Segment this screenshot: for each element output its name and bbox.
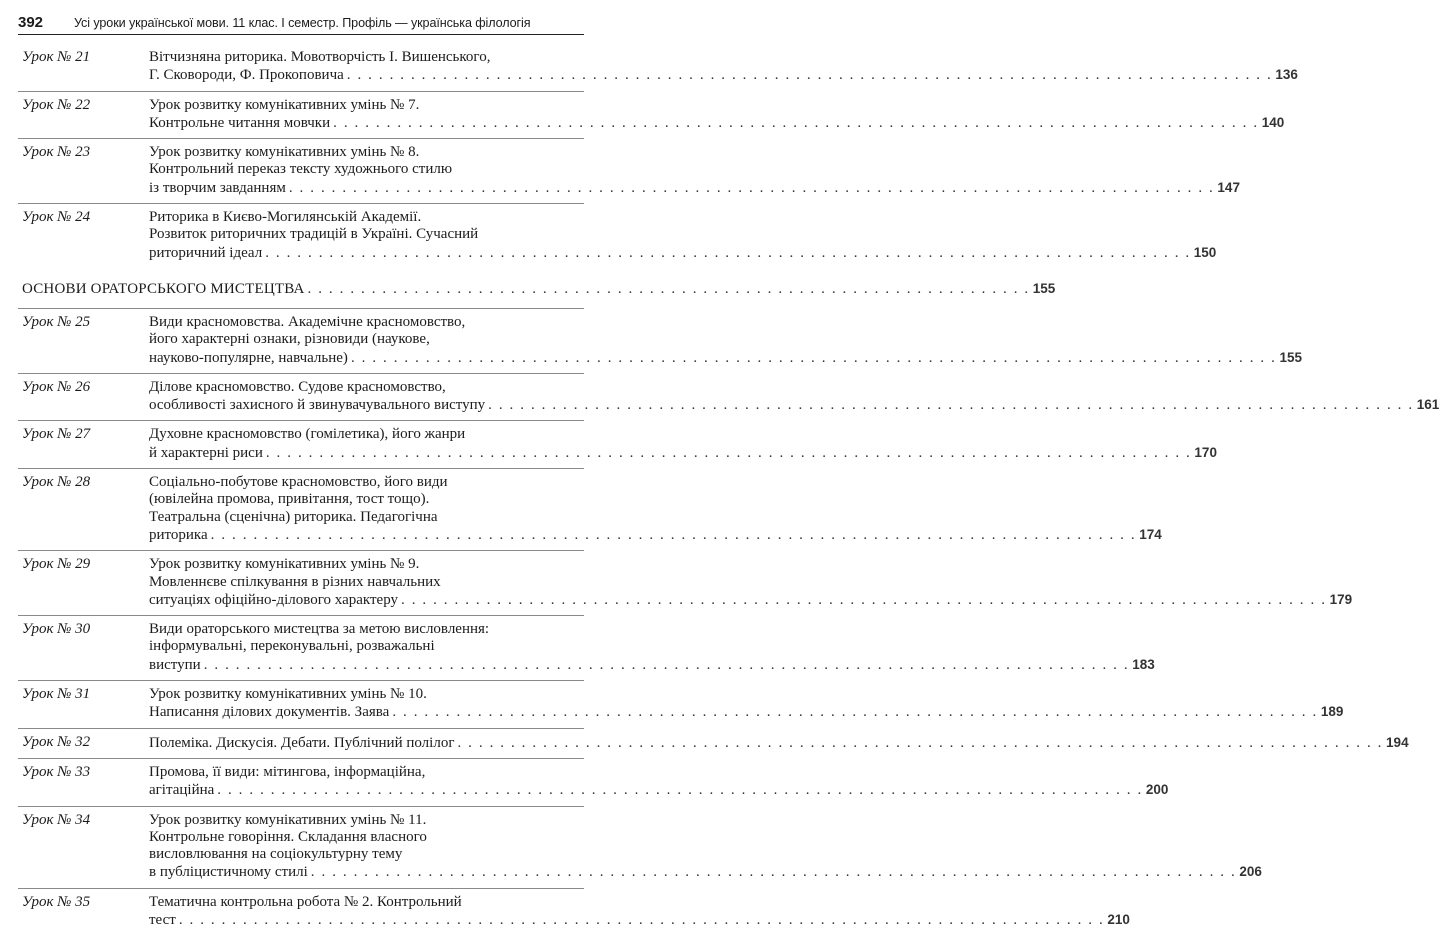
- lesson-label: Урок № 28: [22, 474, 91, 491]
- section-title: ОСНОВИ ОРАТОРСЬКОГО МИСТЕЦТВА: [22, 280, 305, 297]
- title-line: висловлювання на соціокультурну тему: [149, 846, 403, 863]
- title-line: Урок розвитку комунікативних умінь № 7.: [149, 96, 420, 113]
- lesson-title: [149, 474, 1162, 544]
- leader-dots: [211, 527, 1137, 544]
- title-last-line: [149, 703, 1343, 721]
- title-last-line: [149, 591, 1352, 609]
- lesson-title: [149, 97, 1284, 133]
- leader-dots: [266, 445, 1192, 462]
- title-last-line: [149, 244, 1216, 262]
- lesson-title: [149, 49, 1298, 85]
- toc-entry: [18, 729, 1409, 759]
- lesson-label: Урок № 30: [22, 621, 91, 638]
- title-last-line: [149, 114, 1284, 132]
- toc-entry: [18, 759, 1169, 807]
- title-line: Вітчизняна риторика. Мовотворчість І. Вишенського,: [149, 49, 491, 65]
- page-ref: 174: [1139, 526, 1162, 542]
- lesson-title: [149, 812, 1262, 882]
- toc-entry: [18, 681, 1344, 729]
- section-page: 155: [1032, 280, 1056, 296]
- page-ref: 194: [1386, 734, 1409, 750]
- lesson-title: [149, 556, 1352, 609]
- lesson-title: [149, 209, 1216, 262]
- title-line: інформувальні, переконувальні, розважальні: [149, 638, 435, 655]
- leader-dots: [265, 245, 1191, 262]
- leader-dots: [333, 115, 1259, 132]
- page-ref: 210: [1107, 911, 1130, 927]
- lesson-label: Урок № 25: [22, 313, 91, 330]
- title-last-line: [149, 656, 1155, 674]
- toc-entry: [18, 469, 1162, 551]
- title-last-line: [149, 863, 1262, 881]
- title-last-line: [149, 781, 1168, 799]
- lesson-title: [149, 734, 1409, 752]
- title-line: із творчим завданням: [149, 179, 286, 196]
- title-last-line: [149, 396, 1439, 414]
- leader-dots: [289, 180, 1215, 197]
- leader-dots: [204, 657, 1130, 674]
- title-line: Урок розвитку комунікативних умінь № 8.: [149, 144, 420, 161]
- running-header: [18, 10, 584, 35]
- toc-entry: [18, 807, 1262, 889]
- leader-dots: [457, 735, 1383, 752]
- title-last-line: [149, 179, 1240, 197]
- page-ref: 161: [1416, 397, 1439, 413]
- page-number: 392: [18, 14, 44, 31]
- lesson-label: Урок № 32: [22, 733, 91, 750]
- lesson-title: [149, 764, 1168, 800]
- title-last-line: [149, 444, 1217, 462]
- leader-dots: . . . . . . . . . . . . . . . . . . . . . . . . . . . . . . . . . . . . . . . . . . . . . . . . . . . . . . . . . . . . . . . . . . . .: [307, 280, 1030, 297]
- title-line: Тематична контрольна робота № 2. Контрольний: [149, 893, 462, 910]
- lesson-label: Урок № 24: [22, 209, 91, 226]
- title-last-line: [149, 734, 1409, 752]
- title-line: риторика: [149, 526, 208, 543]
- title-line: виступи: [149, 656, 201, 673]
- title-line: Ділове красномовство. Судове красномовство,: [149, 378, 446, 395]
- lesson-title: [149, 426, 1217, 462]
- toc-entry: [18, 44, 1298, 92]
- title-line: риторичний ідеал: [149, 244, 263, 261]
- title-line: Розвиток риторичних традицій в Україні. Сучасний: [149, 226, 479, 243]
- lesson-label: Урок № 35: [22, 893, 91, 910]
- title-last-line: [149, 526, 1162, 544]
- title-last-line: [149, 66, 1298, 84]
- lesson-label: Урок № 31: [22, 686, 91, 703]
- title-line: Духовне красномовство (гомілетика), його жанри: [149, 426, 466, 443]
- title-line: Контрольне читання мовчки: [149, 114, 331, 131]
- leader-dots: [401, 592, 1327, 609]
- title-line: Соціально-побутове красномовство, його види: [149, 474, 448, 491]
- lesson-label: Урок № 34: [22, 811, 91, 828]
- lesson-label: Урок № 27: [22, 426, 91, 443]
- leader-dots: [179, 912, 1105, 929]
- leader-dots: [347, 67, 1273, 84]
- lesson-title: [149, 314, 1302, 367]
- title-line: Урок розвитку комунікативних умінь № 9.: [149, 556, 420, 573]
- page-ref: 200: [1145, 782, 1169, 798]
- toc-entry: [18, 139, 1240, 204]
- title-line: Г. Сковороди, Ф. Прокоповича: [149, 67, 344, 84]
- toc-entry: [18, 889, 1130, 936]
- lesson-label: Урок № 22: [22, 96, 91, 113]
- title-line: Промова, її види: мітингова, інформаційна,: [149, 763, 426, 780]
- title-last-line: [149, 349, 1302, 367]
- title-line: (ювілейна промова, привітання, тост тощо).: [149, 491, 430, 508]
- table-of-contents: [18, 44, 1439, 935]
- title-line: Полеміка. Дискусія. Дебати. Публічний полілог: [149, 734, 455, 751]
- toc-entry: [18, 551, 1353, 616]
- page-ref: 147: [1217, 179, 1240, 195]
- title-line: тест: [149, 911, 176, 928]
- toc-entries-bottom: [18, 309, 1439, 935]
- title-line: агітаційна: [149, 782, 215, 799]
- lesson-label: Урок № 21: [22, 49, 91, 65]
- lesson-title: [149, 379, 1439, 415]
- lesson-label: Урок № 26: [22, 378, 91, 395]
- title-line: Контрольне говоріння. Складання власного: [149, 828, 427, 845]
- page-ref: 136: [1275, 67, 1298, 83]
- lesson-title: [149, 621, 1155, 674]
- title-line: Урок розвитку комунікативних умінь № 10.: [149, 686, 427, 703]
- toc-entry: [18, 309, 1303, 374]
- toc-entry: [18, 616, 1155, 681]
- title-line: Види ораторського мистецтва за метою висловлення:: [149, 621, 490, 638]
- toc-entry: [18, 92, 1285, 140]
- title-line: науково-популярне, навчальне): [149, 349, 348, 366]
- page-ref: 170: [1194, 444, 1217, 460]
- page-ref: 183: [1132, 656, 1155, 672]
- title-line: Контрольний переказ тексту художнього стилю: [149, 161, 453, 178]
- title-line: Написання ділових документів. Заява: [149, 704, 390, 721]
- page-ref: 150: [1193, 244, 1217, 260]
- lesson-label: Урок № 33: [22, 763, 91, 780]
- page-ref: 179: [1329, 591, 1353, 607]
- leader-dots: [392, 704, 1318, 721]
- title-line: в публіцистичному стилі: [149, 864, 308, 881]
- title-line: Урок розвитку комунікативних умінь № 11.: [149, 811, 427, 828]
- lesson-label: Урок № 29: [22, 556, 91, 573]
- title-line: Види красномовства. Академічне красномовство,: [149, 313, 466, 330]
- leader-dots: [217, 782, 1143, 799]
- page-ref: 140: [1261, 114, 1285, 130]
- title-line: особливості захисного й звинувачувального виступу: [149, 397, 486, 414]
- page-ref: 206: [1239, 864, 1262, 880]
- title-line: й характерні риси: [149, 444, 263, 461]
- lesson-label: Урок № 23: [22, 144, 91, 161]
- title-last-line: [149, 911, 1130, 929]
- leader-dots: [488, 397, 1414, 414]
- page-ref: 155: [1279, 349, 1303, 365]
- running-title: Усі уроки української мови. 11 клас. I семестр. Профіль — українська філологія: [74, 16, 531, 30]
- page-ref: 189: [1320, 704, 1344, 720]
- title-line: його характерні ознаки, різновиди (наукове,: [149, 331, 430, 348]
- title-line: Мовленнєве спілкування в різних навчальних: [149, 573, 441, 590]
- section-heading: [18, 268, 1056, 309]
- leader-dots: [311, 864, 1237, 881]
- lesson-title: [149, 144, 1240, 197]
- lesson-title: [149, 686, 1343, 722]
- toc-entry: [18, 204, 1217, 268]
- lesson-title: [149, 894, 1130, 930]
- leader-dots: [351, 350, 1277, 367]
- title-line: Риторика в Києво-Могилянській Академії.: [149, 209, 422, 226]
- toc-entries-top: [18, 44, 1298, 268]
- toc-entry: [18, 421, 1217, 469]
- title-line: Театральна (сценічна) риторика. Педагогічна: [149, 508, 438, 525]
- toc-entry: [18, 374, 1439, 422]
- title-line: ситуаціях офіційно-ділового характеру: [149, 591, 398, 608]
